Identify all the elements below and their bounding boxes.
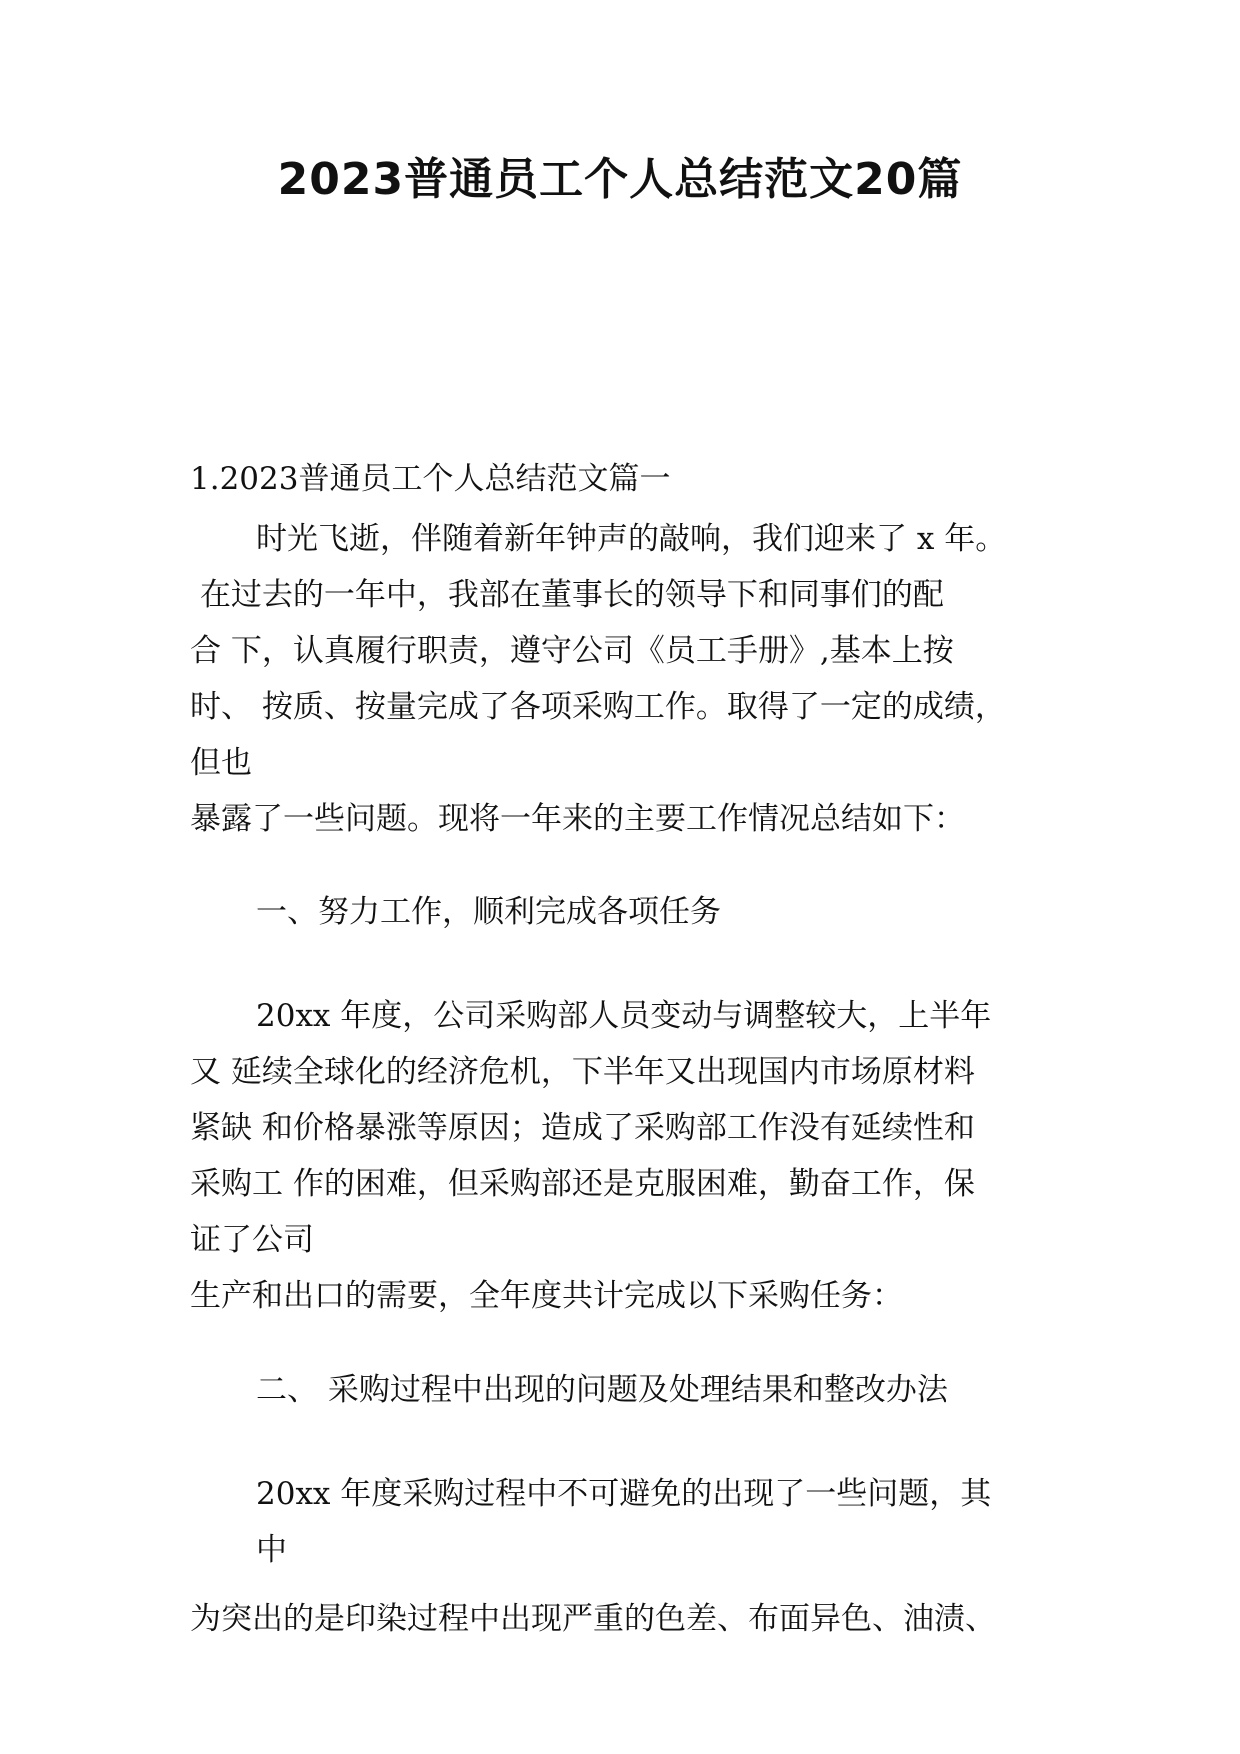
paragraph-line: 中 bbox=[256, 1532, 287, 1568]
paragraph-line: 又 延续全球化的经济危机，下半年又出现国内市场原材料 bbox=[190, 1054, 975, 1090]
paragraph-line: 暴露了一些问题。现将一年来的主要工作情况总结如下： bbox=[190, 801, 965, 837]
document-title: 2023普通员工个人总结范文20篇 bbox=[277, 154, 963, 205]
paragraph-line: 为突出的是印染过程中出现严重的色差、布面异色、油渍、 bbox=[190, 1601, 996, 1637]
section-heading: 二、 采购过程中出现的问题及处理结果和整改办法 bbox=[256, 1372, 948, 1408]
paragraph-line: 在过去的一年中，我部在董事长的领导下和同事们的配 bbox=[190, 577, 944, 613]
paragraph-line: 时光飞逝，伴随着新年钟声的敲响，我们迎来了 x 年。 bbox=[256, 521, 1007, 557]
paragraph-line: 20xx 年度，公司采购部人员变动与调整较大，上半年 bbox=[256, 998, 992, 1034]
paragraph-line: 合 下，认真履行职责，遵守公司《员工手册》,基本上按 bbox=[190, 633, 954, 669]
section-heading-1: 1.2023普通员工个人总结范文篇一 bbox=[190, 461, 671, 497]
paragraph-line: 20xx 年度采购过程中不可避免的出现了一些问题，其 bbox=[256, 1476, 992, 1512]
paragraph-line: 时、 按质、按量完成了各项采购工作。取得了一定的成绩， bbox=[190, 689, 1006, 725]
paragraph-line: 采购工 作的困难，但采购部还是克服困难，勤奋工作，保 bbox=[190, 1166, 975, 1202]
paragraph-line: 紧缺 和价格暴涨等原因；造成了采购部工作没有延续性和 bbox=[190, 1110, 975, 1146]
paragraph-line: 生产和出口的需要，全年度共计完成以下采购任务： bbox=[190, 1278, 903, 1314]
paragraph-line: 但也 bbox=[190, 745, 252, 781]
paragraph-line: 证了公司 bbox=[190, 1222, 314, 1258]
section-heading: 一、努力工作，顺利完成各项任务 bbox=[256, 894, 721, 930]
